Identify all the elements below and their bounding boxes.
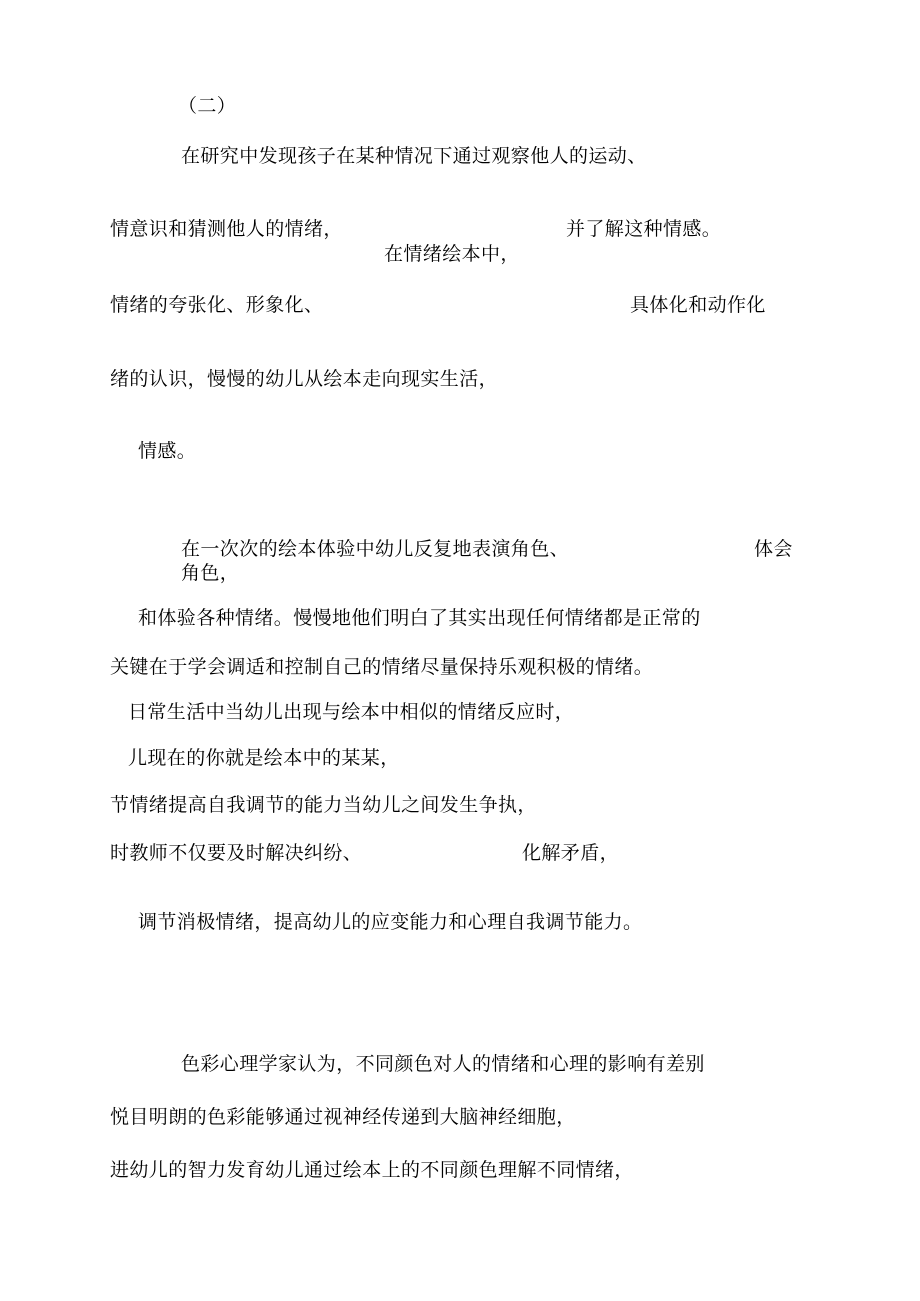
- paragraph-2-line-2: 角色，: [181, 562, 240, 584]
- paragraph-1-line-4a: 情绪的夸张化、形象化、: [110, 294, 324, 316]
- section-number: （二）: [178, 95, 237, 117]
- paragraph-3-line-2: 悦目明朗的色彩能够通过视神经传递到大脑神经细胞，: [110, 1106, 576, 1128]
- paragraph-1-line-6: 情感。: [138, 440, 197, 462]
- paragraph-2-line-7: 节情绪提高自我调节的能力当幼儿之间发生争执，: [110, 794, 537, 816]
- paragraph-2-line-4: 关键在于学会调适和控制自己的情绪尽量保持乐观积极的情绪。: [110, 656, 654, 678]
- paragraph-2-line-8a: 时教师不仅要及时解决纠纷、: [110, 842, 363, 864]
- paragraph-3-line-3: 进幼儿的智力发育幼儿通过绘本上的不同颜色理解不同情绪，: [110, 1159, 634, 1181]
- paragraph-2-line-3: 和体验各种情绪。慢慢地他们明白了其实出现任何情绪都是正常的: [138, 607, 701, 629]
- paragraph-2-line-5: 日常生活中当幼儿出现与绘本中相似的情绪反应时，: [128, 701, 575, 723]
- paragraph-3-line-1: 色彩心理学家认为，不同颜色对人的情绪和心理的影响有差别: [181, 1053, 705, 1075]
- paragraph-2-line-6: 儿现在的你就是绘本中的某某，: [128, 747, 400, 769]
- paragraph-2-line-1b: 体会: [754, 538, 793, 560]
- paragraph-1-line-2a: 情意识和猜测他人的情绪，: [110, 218, 343, 240]
- paragraph-1-line-4b: 具体化和动作化: [630, 294, 766, 316]
- paragraph-2-line-8b: 化解矛盾，: [522, 842, 620, 864]
- paragraph-1-line-3: 在情绪绘本中，: [384, 243, 520, 265]
- paragraph-1-line-1: 在研究中发现孩子在某种情况下通过观察他人的运动、: [181, 145, 647, 167]
- paragraph-1-line-5: 绪的认识，慢慢的幼儿从绘本走向现实生活，: [110, 368, 499, 390]
- paragraph-2-line-9: 调节消极情绪，提高幼儿的应变能力和心理自我调节能力。: [138, 911, 643, 933]
- paragraph-1-line-2b: 并了解这种情感。: [566, 218, 722, 240]
- paragraph-2-line-1a: 在一次次的绘本体验中幼儿反复地表演角色、: [181, 538, 570, 560]
